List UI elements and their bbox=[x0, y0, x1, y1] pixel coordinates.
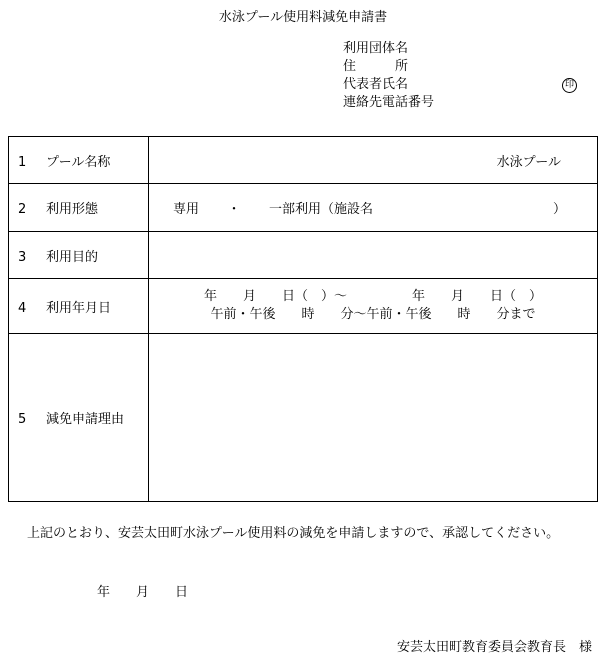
row-label: 減免申請理由 bbox=[46, 412, 125, 427]
row-label: 利用年月日 bbox=[46, 300, 112, 316]
org-name-label: 利用団体名 bbox=[343, 41, 409, 56]
table-row bbox=[9, 137, 598, 184]
usage-date-line: 年 月 日（ ）～ 年 月 日（ ） bbox=[203, 289, 542, 304]
usage-type-field[interactable] bbox=[149, 184, 598, 232]
row-number: 5 bbox=[18, 412, 27, 427]
row-number: 1 bbox=[18, 154, 27, 170]
usage-partial-option: 一部利用（施設名 bbox=[269, 202, 374, 217]
usage-date-field[interactable] bbox=[149, 279, 598, 334]
usage-separator: ・ bbox=[227, 202, 241, 217]
usage-closing-paren: ） bbox=[553, 202, 567, 217]
address-label: 住 所 bbox=[343, 59, 409, 74]
pool-name-value: 水泳プール bbox=[149, 137, 598, 184]
table-row bbox=[9, 334, 598, 502]
application-date-line: 年 月 日 bbox=[97, 585, 189, 600]
row-label: プール名称 bbox=[46, 154, 111, 170]
seal-mark-icon: 印 bbox=[562, 78, 577, 93]
table-row bbox=[9, 279, 598, 334]
application-form-table bbox=[8, 136, 598, 502]
request-statement: 上記のとおり、安芸太田町水泳プール使用料の減免を申請しますので、承認してください。 bbox=[27, 526, 560, 541]
row-label: 利用目的 bbox=[46, 249, 99, 265]
contact-label: 連絡先電話番号 bbox=[343, 95, 435, 110]
table-row bbox=[9, 184, 598, 232]
purpose-field[interactable] bbox=[149, 232, 598, 279]
applicant-block bbox=[343, 40, 434, 112]
document-title: 水泳プール使用料減免申請書 bbox=[218, 10, 388, 25]
row-number: 3 bbox=[18, 249, 27, 265]
reason-field[interactable] bbox=[149, 334, 598, 502]
row-label-purpose bbox=[9, 232, 149, 279]
row-label-pool-name bbox=[9, 137, 149, 184]
row-label-reason bbox=[9, 334, 149, 502]
row-label-usage-type bbox=[9, 184, 149, 232]
usage-exclusive-option: 専用 bbox=[173, 202, 200, 217]
representative-label: 代表者氏名 bbox=[343, 77, 409, 92]
row-label-usage-date bbox=[9, 279, 149, 334]
usage-time-line: 午前・午後 時 分～午前・午後 時 分まで bbox=[210, 307, 536, 322]
row-number: 4 bbox=[18, 300, 27, 316]
row-label: 利用形態 bbox=[46, 202, 99, 217]
row-number: 2 bbox=[18, 202, 27, 217]
addressee: 安芸太田町教育委員会教育長 様 bbox=[396, 640, 592, 655]
table-row bbox=[9, 232, 598, 279]
